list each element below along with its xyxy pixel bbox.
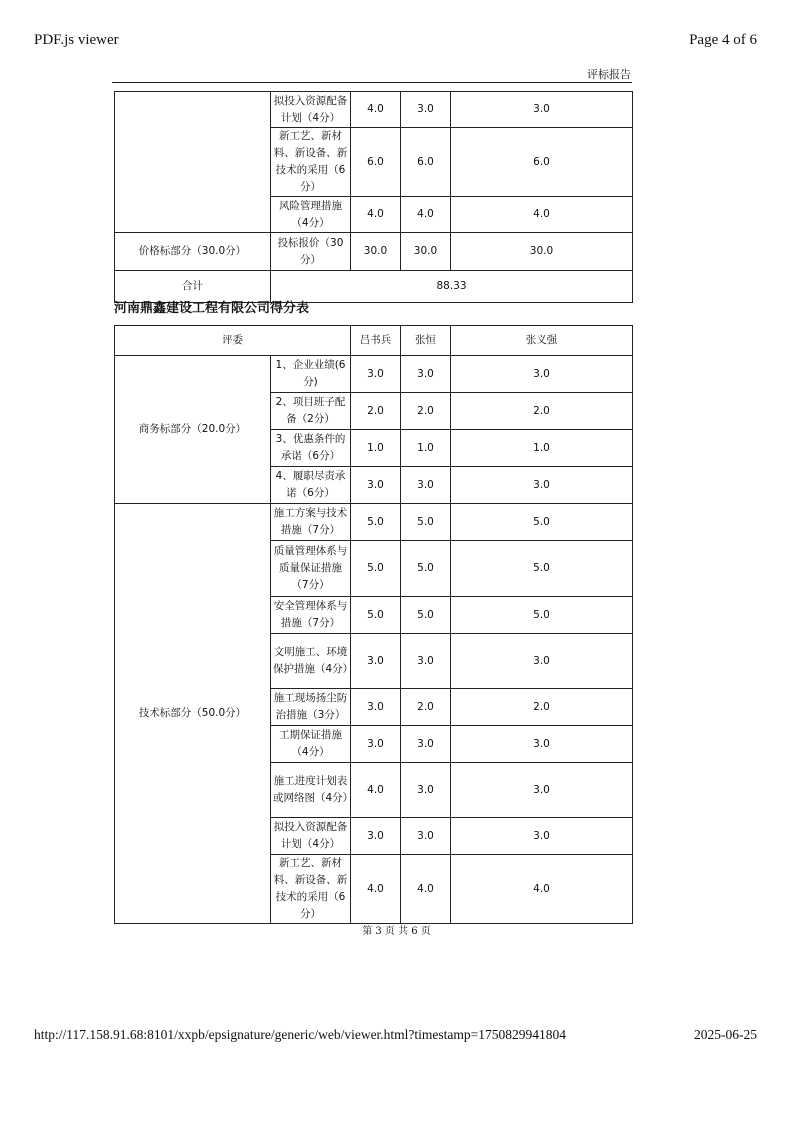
- score-cell: 1.0: [401, 430, 451, 467]
- score-cell: 4.0: [451, 197, 633, 233]
- score-cell: 3.0: [351, 726, 401, 763]
- judge-header: 吕书兵: [351, 326, 401, 356]
- item-cell: 新工艺、新材料、新设备、新技术的采用（6分）: [271, 855, 351, 924]
- judge-header: 张恒: [401, 326, 451, 356]
- item-cell: 1、企业业绩(6分): [271, 356, 351, 393]
- score-cell: 4.0: [351, 855, 401, 924]
- score-cell: 5.0: [401, 541, 451, 597]
- score-cell: 6.0: [351, 128, 401, 197]
- footer-date: 2025-06-25: [694, 1027, 757, 1042]
- score-cell: 2.0: [401, 393, 451, 430]
- score-cell: 3.0: [401, 467, 451, 504]
- judges-header: 评委: [115, 326, 351, 356]
- page-counter: 第 3 页 共 6 页: [362, 926, 431, 937]
- score-cell: 3.0: [401, 818, 451, 855]
- score-cell: 3.0: [401, 634, 451, 689]
- score-cell: 4.0: [401, 855, 451, 924]
- score-cell: 3.0: [401, 356, 451, 393]
- score-cell: 1.0: [351, 430, 401, 467]
- viewer-title: PDF.js viewer: [34, 32, 119, 48]
- score-cell: 3.0: [451, 356, 633, 393]
- score-cell: 3.0: [351, 356, 401, 393]
- score-cell: 4.0: [401, 197, 451, 233]
- page-indicator: Page 4 of 6: [689, 32, 757, 48]
- score-cell: 4.0: [451, 855, 633, 924]
- score-cell: 2.0: [351, 393, 401, 430]
- item-cell: 4、履职尽责承诺（6分）: [271, 467, 351, 504]
- item-cell: 质量管理体系与质量保证措施（7分）: [271, 541, 351, 597]
- score-cell: 3.0: [451, 726, 633, 763]
- score-cell: 3.0: [351, 467, 401, 504]
- table-row: [115, 504, 633, 541]
- score-cell: 5.0: [351, 541, 401, 597]
- score-cell: 3.0: [401, 763, 451, 818]
- score-cell: 3.0: [351, 634, 401, 689]
- item-cell: 2、项目班子配备（2分）: [271, 393, 351, 430]
- score-cell: 3.0: [401, 92, 451, 128]
- score-cell: 3.0: [351, 689, 401, 726]
- score-cell: 2.0: [451, 689, 633, 726]
- category-cell: 技术标部分（50.0分）: [115, 504, 271, 924]
- score-cell: 4.0: [351, 763, 401, 818]
- table-row: [115, 92, 633, 128]
- item-cell: 3、优惠条件的承诺（6分）: [271, 430, 351, 467]
- score-cell: 30.0: [351, 233, 401, 271]
- score-cell: 3.0: [451, 467, 633, 504]
- score-cell: 5.0: [451, 541, 633, 597]
- score-cell: 3.0: [451, 818, 633, 855]
- score-cell: 2.0: [401, 689, 451, 726]
- item-cell: 拟投入资源配备计划（4分）: [271, 818, 351, 855]
- score-table-continued: [114, 91, 633, 303]
- item-cell: 施工方案与技术措施（7分）: [271, 504, 351, 541]
- score-cell: 3.0: [351, 818, 401, 855]
- item-cell: 施工现场扬尘防治措施（3分）: [271, 689, 351, 726]
- score-cell: 3.0: [451, 634, 633, 689]
- score-cell: 6.0: [401, 128, 451, 197]
- score-cell: 3.0: [451, 763, 633, 818]
- item-cell: 文明施工、环境保护措施（4分）: [271, 634, 351, 689]
- judge-header: 张义强: [451, 326, 633, 356]
- total-label: 合计: [115, 271, 271, 303]
- report-label: 评标报告: [587, 68, 631, 81]
- category-cell: 价格标部分（30.0分）: [115, 233, 271, 271]
- table-row: [115, 233, 633, 271]
- score-cell: 3.0: [401, 726, 451, 763]
- score-cell: 5.0: [401, 597, 451, 634]
- header-rule: [112, 82, 632, 83]
- score-cell: 30.0: [451, 233, 633, 271]
- score-cell: 3.0: [451, 92, 633, 128]
- score-cell: 5.0: [351, 504, 401, 541]
- item-cell: 安全管理体系与措施（7分）: [271, 597, 351, 634]
- category-cell: [115, 92, 271, 233]
- footer-url: http://117.158.91.68:8101/xxpb/epsignature/generic/web/viewer.html?timestamp=1750829941804: [34, 1027, 567, 1042]
- score-cell: 6.0: [451, 128, 633, 197]
- score-cell: 4.0: [351, 92, 401, 128]
- score-cell: 5.0: [451, 597, 633, 634]
- score-cell: 5.0: [451, 504, 633, 541]
- score-cell: 30.0: [401, 233, 451, 271]
- score-cell: 1.0: [451, 430, 633, 467]
- item-cell: 风险管理措施（4分）: [271, 197, 351, 233]
- score-cell: 5.0: [401, 504, 451, 541]
- score-cell: 4.0: [351, 197, 401, 233]
- score-cell: 5.0: [351, 597, 401, 634]
- header-row: [115, 326, 633, 356]
- company-score-table: [114, 325, 633, 924]
- item-cell: 工期保证措施（4分）: [271, 726, 351, 763]
- item-cell: 投标报价（30分）: [271, 233, 351, 271]
- table-row: [115, 356, 633, 393]
- item-cell: 新工艺、新材料、新设备、新技术的采用（6分）: [271, 128, 351, 197]
- category-cell: 商务标部分（20.0分）: [115, 356, 271, 504]
- total-value: 88.33: [271, 271, 633, 303]
- item-cell: 施工进度计划表或网络图（4分）: [271, 763, 351, 818]
- company-title: 河南鼎鑫建设工程有限公司得分表: [114, 301, 310, 316]
- item-cell: 拟投入资源配备计划（4分）: [271, 92, 351, 128]
- score-cell: 2.0: [451, 393, 633, 430]
